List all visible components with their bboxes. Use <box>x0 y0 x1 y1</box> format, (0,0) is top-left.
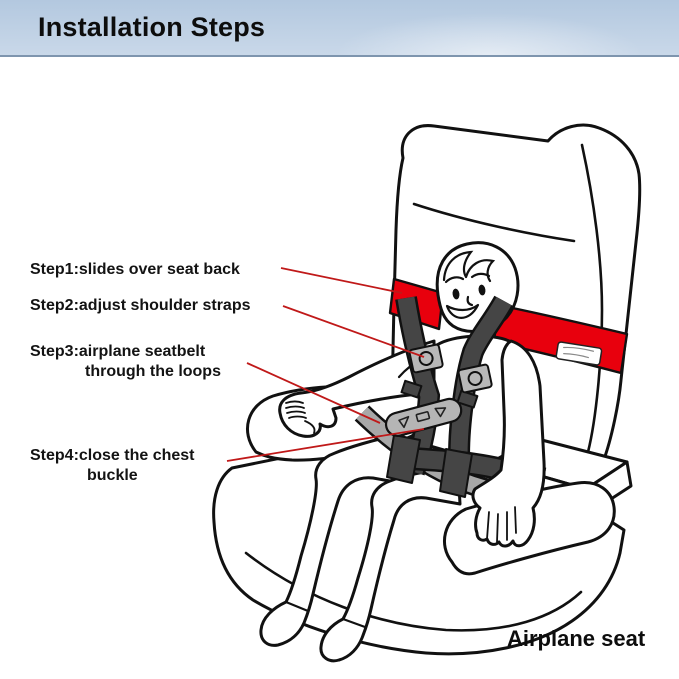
step3-line2: through the loops <box>85 363 221 380</box>
step3-label <box>30 342 221 382</box>
header-bar <box>0 0 679 57</box>
airplane-seat-caption: Airplane seat <box>507 626 646 651</box>
page-title: Installation Steps <box>38 12 266 42</box>
step1-label <box>30 260 240 280</box>
step1-leader-line <box>281 268 402 293</box>
step4-line2: buckle <box>87 467 138 484</box>
step4-label <box>30 446 195 486</box>
step3-line1: Step3:airplane seatbelt <box>30 343 206 360</box>
step2-label <box>30 296 251 316</box>
step1-line1: Step1:slides over seat back <box>30 261 240 278</box>
step2-line1: Step2:adjust shoulder straps <box>30 297 251 314</box>
step4-line1: Step4:close the chest <box>30 447 195 464</box>
